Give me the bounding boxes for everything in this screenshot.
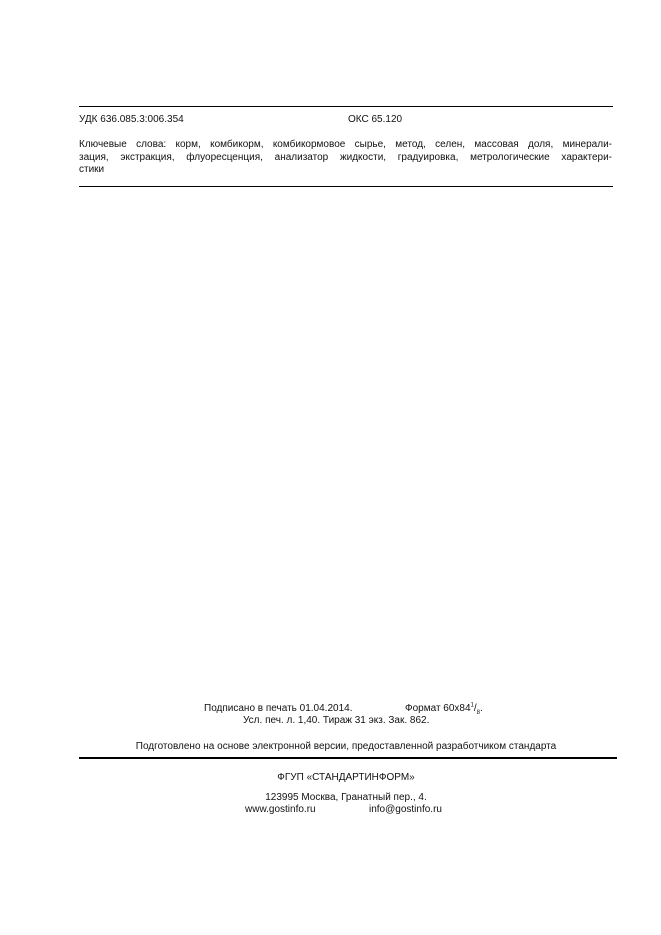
print-details: Усл. печ. л. 1,40. Тираж 31 экз. Зак. 862.	[243, 715, 430, 726]
keywords-line-2: зация, экстракция, флуоресценция, анализатор жидкости, градуировка, метрологические характери-	[79, 151, 612, 163]
page-format-numerator: 1	[470, 702, 474, 709]
keywords-line-1: Ключевые слова: корм, комбикорм, комбикормовое сырье, метод, селен, массовая доля, минерали-	[79, 139, 612, 150]
publisher-name: ФГУП «СТАНДАРТИНФОРМ»	[277, 772, 415, 783]
prepared-note: Подготовлено на основе электронной версии, предоставленной разработчиком стандарта	[135, 741, 557, 752]
udk-code: УДК 636.085.3:006.354	[79, 114, 184, 125]
page-format-label: Формат 60x84	[405, 703, 471, 714]
page-format-tail: .	[480, 703, 483, 714]
keywords-line-3: стики	[79, 164, 105, 175]
keywords-bottom-rule	[79, 186, 613, 187]
publisher-email[interactable]: info@gostinfo.ru	[369, 804, 442, 815]
imprint-bottom-rule	[79, 757, 617, 759]
signed-for-print: Подписано в печать 01.04.2014.	[204, 703, 353, 714]
page-format: Формат $60x84^1/_8$.	[405, 702, 483, 716]
header-top-rule	[79, 106, 613, 107]
publisher-address: 123995 Москва, Гранатный пер., 4.	[265, 792, 427, 803]
oks-code: ОКС 65.120	[348, 114, 403, 125]
publisher-website[interactable]: www.gostinfo.ru	[245, 804, 316, 815]
keywords-block	[79, 139, 612, 177]
page-format-denominator: 8	[476, 710, 481, 716]
